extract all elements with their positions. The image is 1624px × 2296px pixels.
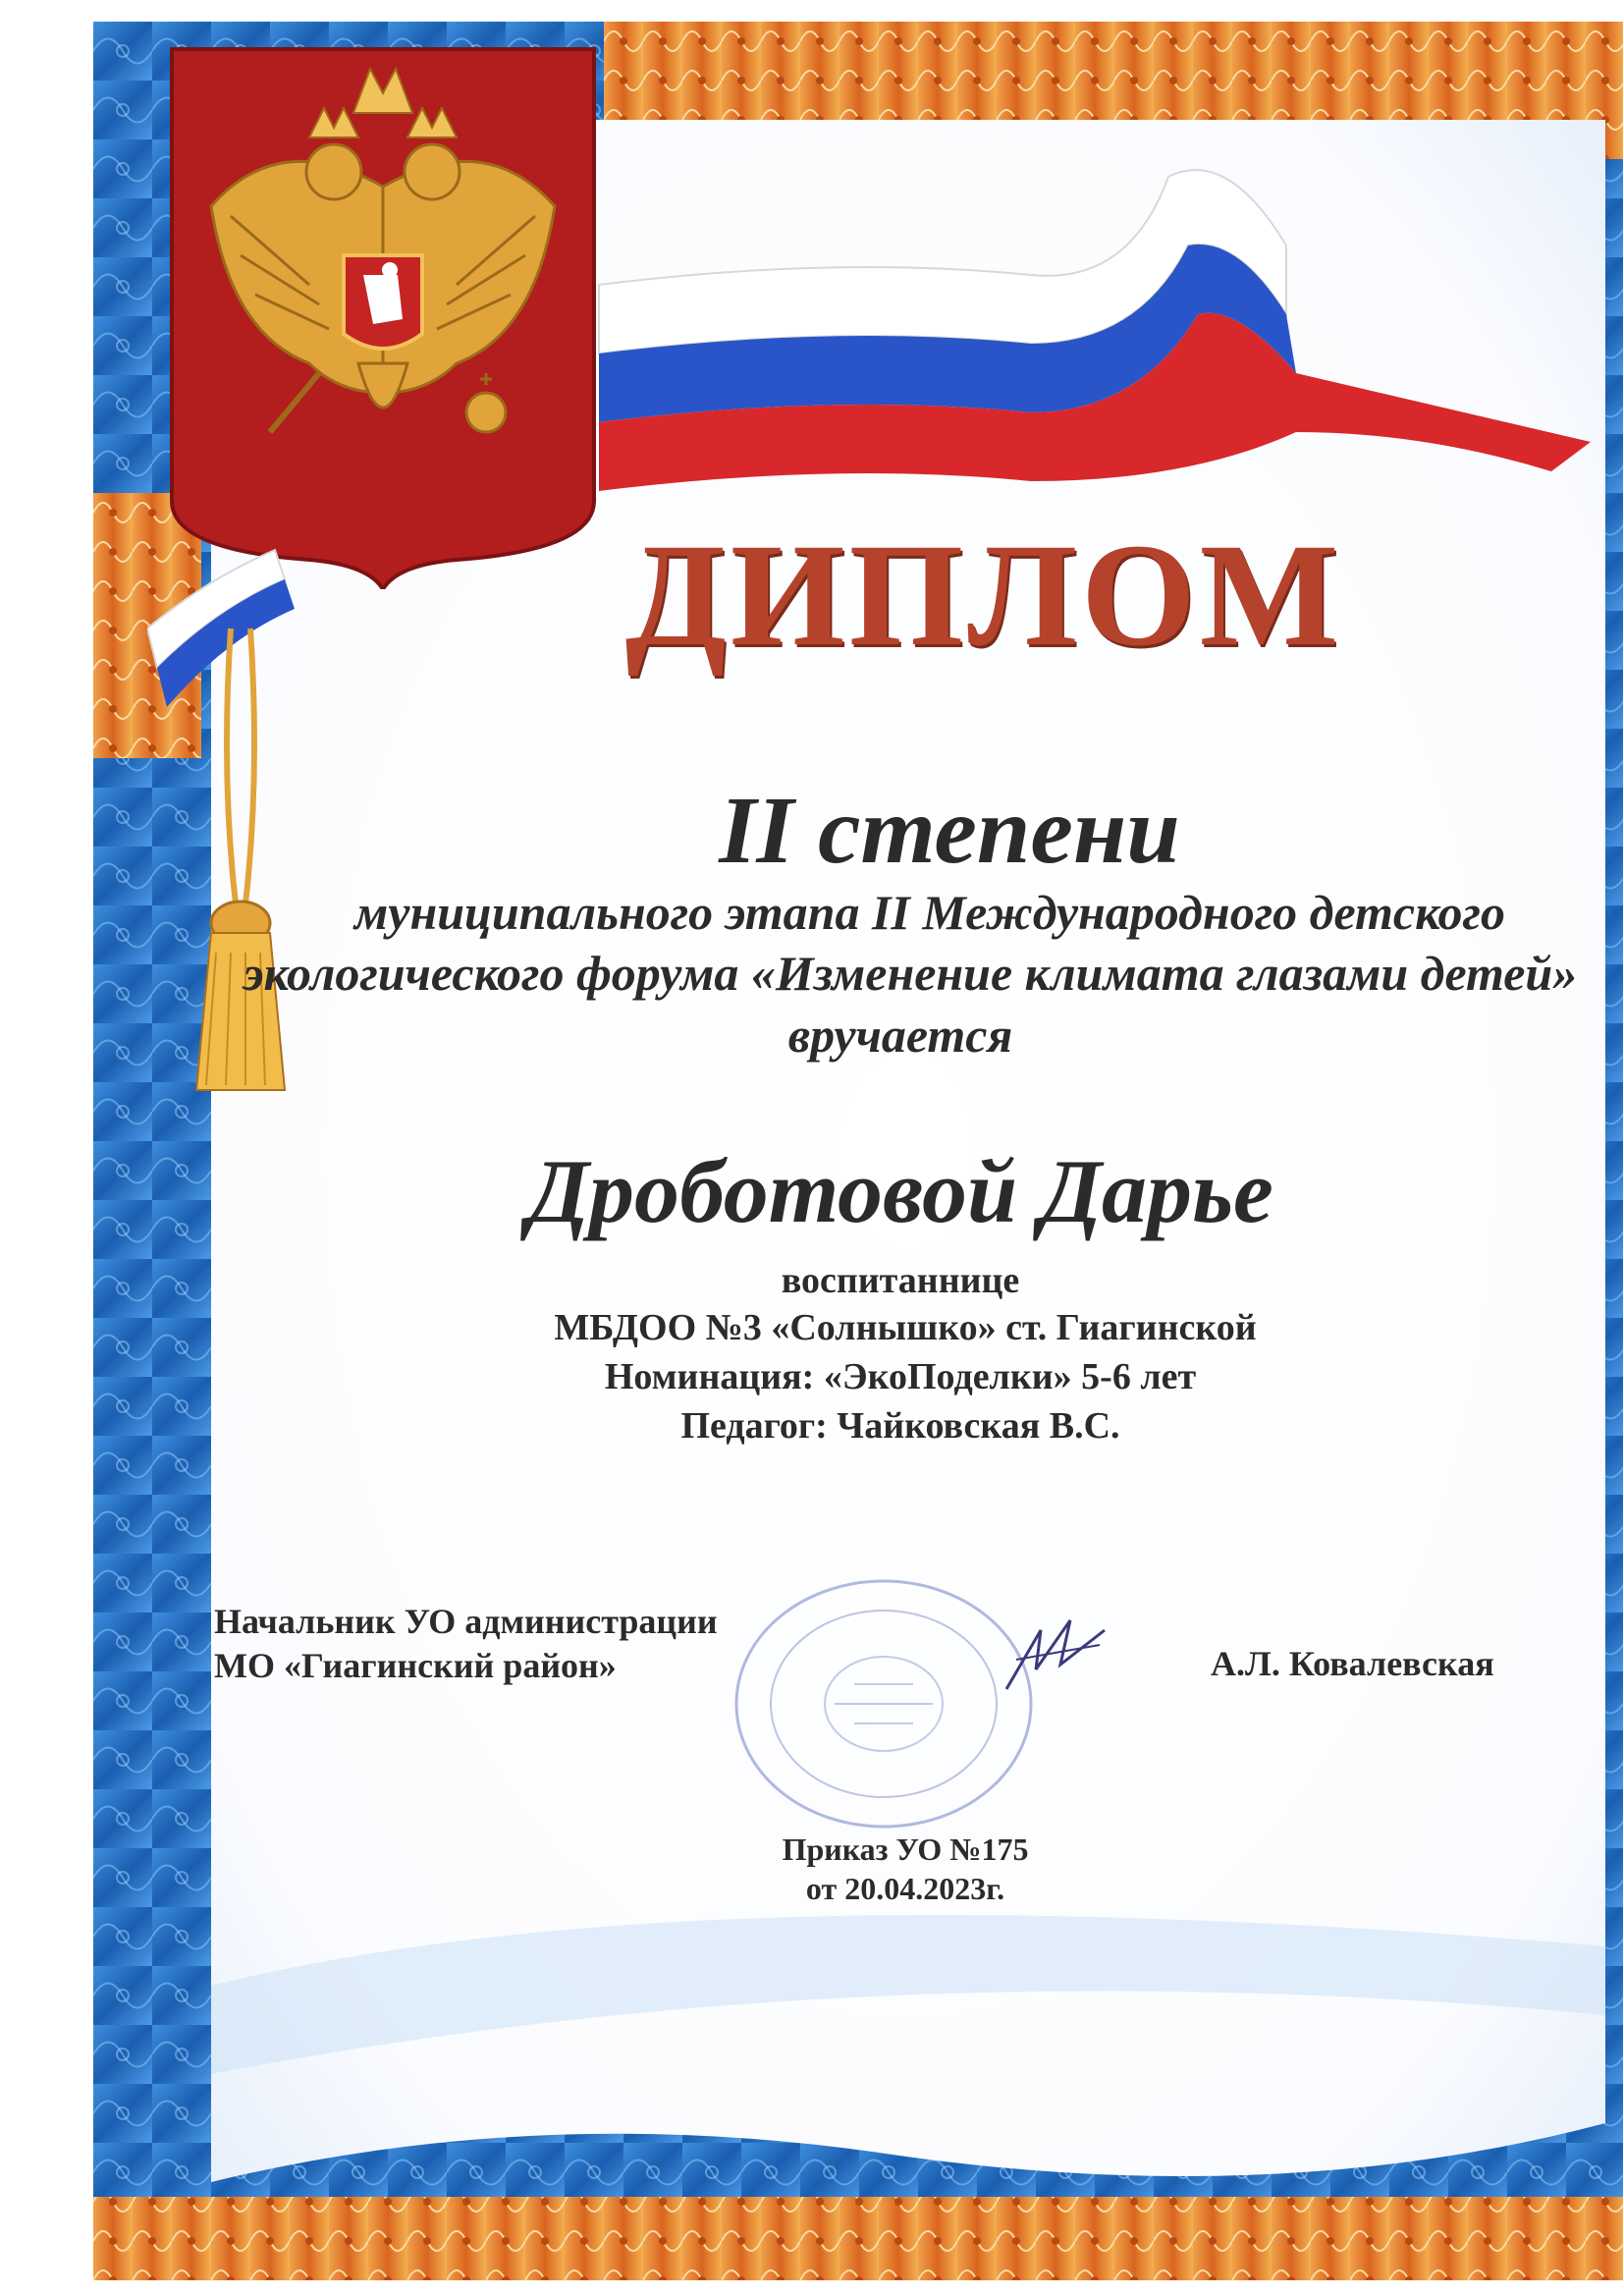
recipient-name: Дроботовой Дарье [527,1141,1273,1241]
signatory-position-line-1: Начальник УО администрации [214,1602,718,1641]
signature-icon [1001,1611,1110,1699]
event-line-2: экологического форума «Изменение климата глазами детей» [243,946,1578,1001]
recipient-role: воспитаннице [781,1260,1020,1301]
awarded-text: вручается [787,1008,1013,1063]
event-line-1: муниципального этапа II Международного детского [354,885,1505,940]
teacher-text: Педагог: Чайковская В.С. [680,1405,1120,1447]
order-number: Приказ УО №175 [782,1831,1029,1867]
order-date: от 20.04.2023г. [805,1871,1005,1906]
signatory-position-line-2: МО «Гиагинский район» [214,1646,617,1685]
institution-name: МБДОО №3 «Солнышко» ст. Гиагинской [554,1307,1257,1348]
degree-heading: II степени [719,778,1180,884]
stamp-icon [727,1571,1041,1836]
signatory-name: А.Л. Ковалевская [1211,1644,1494,1683]
document-title: ДИПЛОМ [624,514,1343,677]
nomination-text: Номинация: «ЭкоПоделки» 5-6 лет [604,1356,1197,1397]
